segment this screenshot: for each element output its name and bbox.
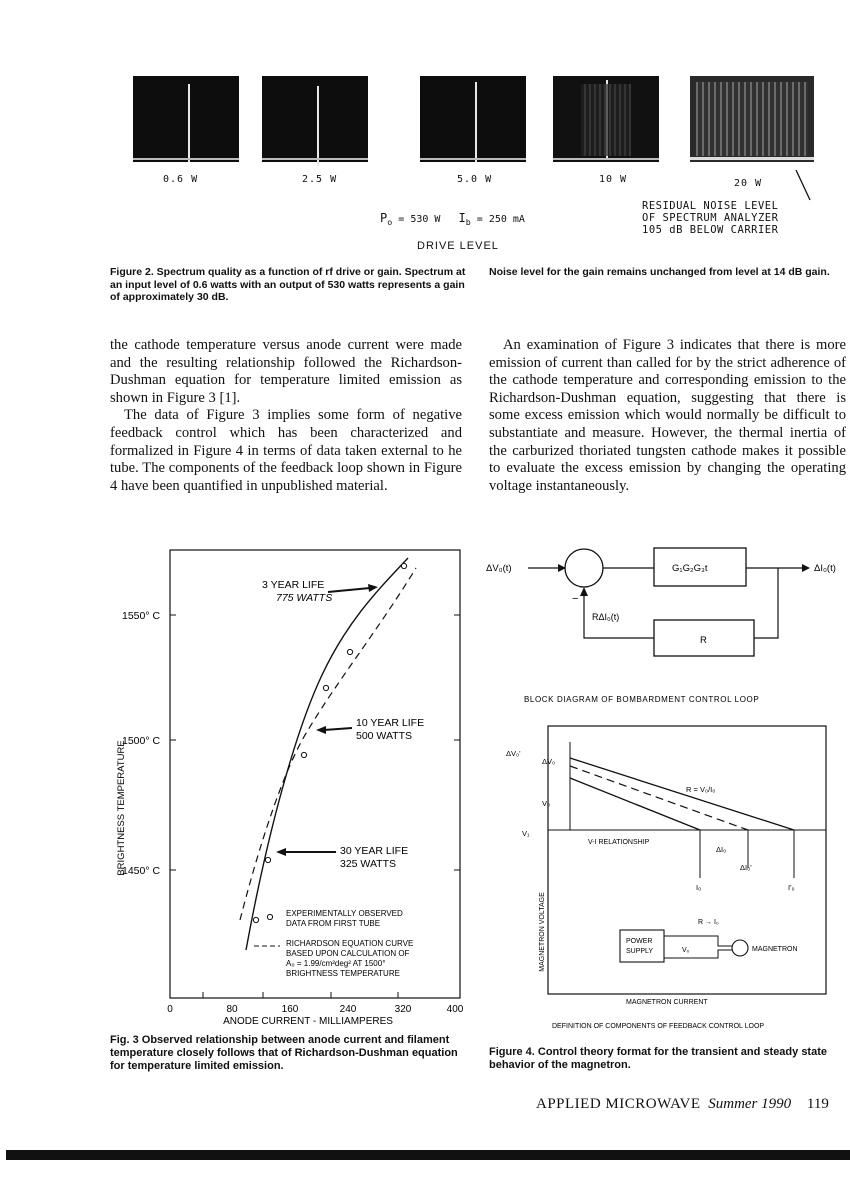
ib-symbol: I [458, 211, 466, 225]
fig4-power-supply-1: POWER [626, 938, 653, 945]
figure3-legend-rich-2: BASED UPON CALCULATION OF [286, 949, 410, 958]
figure3-xtick-320: 320 [394, 1004, 412, 1015]
figure3-ann-3yr-arrowhead [368, 584, 378, 592]
fig4-feedback-arrowhead [580, 587, 588, 596]
figure3-ytick-1500: 1500° C [122, 735, 161, 747]
footer-page: 119 [806, 1096, 829, 1112]
fig4-load-line-solid-1 [570, 758, 794, 830]
residual-line-3: 105 dB BELOW CARRIER [642, 224, 779, 236]
fig4-dvo-prime: ΔV₀' [506, 749, 521, 758]
figure3-ann-10yr-2: 500 WATTS [356, 730, 413, 742]
body-left-p2: The data of Figure 3 implies some form of negative feedback control which has been characterized and formalized in Figure 4 in terms of data taken external to he tube. The components of the feedback loop shown in Figure 4 have been quantified in unpublished material. [110, 407, 462, 494]
figure3-legend-rich-1: RICHARDSON EQUATION CURVE [286, 939, 414, 948]
fig4-input-label: ΔV₀(t) [486, 563, 512, 574]
footer-rule [6, 1150, 850, 1160]
figure3-chart [108, 540, 478, 1040]
footer-issue: Summer 1990 [708, 1096, 792, 1112]
fig4-dio-prime: ΔI₀' [740, 863, 752, 872]
figure3-ylabel: BRIGHTNESS TEMPERATURE [116, 740, 127, 876]
figure2-caption-left: Figure 2. Spectrum quality as a function of rf drive or gain. Spectrum at an input level of 0.6 watts with an output of 530 watts represents a gain of approximately 30 dB. [110, 266, 466, 303]
page-footer [536, 1096, 829, 1113]
body-right-column [489, 337, 846, 495]
figure3-xticks [203, 992, 398, 998]
figure3-ann-3yr-2: 775 WATTS [276, 592, 333, 604]
figure3-xlabel: ANODE CURRENT - MILLIAMPERES [223, 1016, 393, 1027]
fig4-circuit-return [664, 950, 732, 958]
figure3-frame [170, 550, 460, 998]
fig4-vi-relationship: V-I RELATIONSHIP [588, 839, 650, 846]
fig4-minus-sign: − [572, 593, 579, 605]
po-value: = 530 W [398, 214, 441, 225]
spectrum-photo-2 [262, 76, 368, 162]
fig4-def-title: DEFINITION OF COMPONENTS OF FEEDBACK CONTROL LOOP [552, 1023, 765, 1030]
fig4-circuit-wiring [664, 936, 732, 946]
drive-level-label: DRIVE LEVEL [417, 240, 499, 252]
figure3-legend-rich-4: BRIGHTNESS TEMPERATURE [286, 969, 400, 978]
fig4-load-line-dashed [570, 766, 748, 830]
spectrum-label-4: 10 W [599, 174, 628, 185]
figure3-ytick-1450: 1450° C [122, 865, 161, 877]
body-left-column [110, 337, 462, 495]
ib-value: = 250 mA [476, 214, 525, 225]
fig4-io-prime: I'₀ [788, 883, 795, 892]
fig4-vo: V₀ [542, 799, 551, 808]
spectrum-photo-5 [690, 76, 814, 162]
residual-line-1: RESIDUAL NOISE LEVEL [642, 200, 779, 212]
fig4-feedback-path [754, 568, 778, 638]
figure3-caption: Fig. 3 Observed relationship between anode current and filament temperature closely follows that of Richardson-Dushman equation for temperature limited emission. [110, 1034, 458, 1072]
footer-journal: APPLIED MICROWAVE [536, 1096, 701, 1112]
spectrum-photo-1 [133, 76, 239, 162]
residual-noise-note [642, 200, 778, 236]
operating-params [380, 211, 525, 227]
spectrum-photo-4 [553, 76, 659, 162]
fig4-dio: ΔI₀ [716, 845, 727, 854]
fig4-magnetron-symbol [732, 940, 748, 956]
figure3-legend-rich-3: A₀ = 1.99/cm²deg² AT 1500° [286, 959, 386, 968]
figure3-xtick-80: 80 [226, 1004, 238, 1015]
fig4-magnetron-label: MAGNETRON [752, 946, 798, 953]
figure3-ann-30yr-arrowhead [276, 848, 286, 856]
figure3-xtick-400: 400 [446, 1004, 464, 1015]
body-left-p1: the cathode temperature versus anode current were made and the resulting relationship followed the Richardson-Dushman equation for temperature limited emission as shown in Figure 3 [1]. [110, 337, 462, 406]
residual-line-2: OF SPECTRUM ANALYZER [642, 212, 779, 224]
fig4-mag-voltage: MAGNETRON VOLTAGE [539, 892, 546, 972]
figure4-block-diagram [486, 540, 848, 710]
fig4-dvo: ΔV₀ [542, 757, 556, 766]
figure4-definition-diagram [486, 718, 848, 1034]
fig4-feedback-block-label: R [700, 635, 707, 646]
fig4-feedback-label: RΔI₀(t) [592, 612, 620, 622]
spectrum-label-1: 0.6 W [163, 174, 199, 185]
ib-sub: b [465, 217, 471, 227]
body-right-p1: An examination of Figure 3 indicates that there is more emission of current than called for by the strict adherence of the cathode temperature and corresponding emission to the Richardson-Dushman equation, suggesting that there is some excess emission which would normally be difficult to substantiate and measure. However, the thermal inertia of the carburized thoriated tungsten cathode makes it possible to evaluate the excess emission by changing the operating voltage instantaneously. [489, 337, 846, 494]
fig4-block-title: BLOCK DIAGRAM OF BOMBARDMENT CONTROL LOOP [524, 695, 760, 704]
spectrum-label-2: 2.5 W [302, 174, 338, 185]
fig4-v1: V₁ [522, 829, 530, 838]
fig4-r-eq: R = V₀/I₀ [686, 785, 716, 794]
figure3-ann-3yr-1: 3 YEAR LIFE [262, 579, 325, 591]
figure3-yticks [170, 615, 460, 870]
fig4-r-io: R → I₀ [698, 919, 719, 926]
figure3-xtick-240: 240 [339, 1004, 357, 1015]
spectrum-photo-3 [420, 76, 526, 162]
fig4-load-line-solid-2 [570, 778, 700, 830]
figure3-ann-30yr-1: 30 YEAR LIFE [340, 845, 409, 857]
po-sub: o [387, 217, 393, 227]
figure3-legend-observed-marker [267, 914, 272, 919]
fig4-io: I₀ [696, 883, 702, 892]
spectrum-label-5: 20 W [734, 178, 763, 189]
fig4-summing-junction [565, 549, 603, 587]
figure3-ytick-1550: 1550° C [122, 610, 161, 622]
figure3-legend-obs-2: DATA FROM FIRST TUBE [286, 919, 381, 928]
spectrum-label-3: 5.0 W [457, 174, 493, 185]
fig4-power-supply-box [620, 930, 664, 962]
fig4-output-label: ΔI₀(t) [814, 563, 836, 574]
residual-pointer [790, 168, 820, 204]
fig4-mag-current: MAGNETRON CURRENT [626, 999, 708, 1006]
fig4-vo-circuit: V₀ [682, 947, 690, 954]
fig4-output-arrowhead [802, 564, 810, 572]
figure3-xtick-160: 160 [281, 1004, 299, 1015]
figure3-ann-10yr-1: 10 YEAR LIFE [356, 717, 425, 729]
figure3-ann-30yr-2: 325 WATTS [340, 858, 397, 870]
po-symbol: P [380, 211, 388, 225]
figure3-ann-3yr-arrow [328, 588, 370, 592]
figure3-legend-obs-1: EXPERIMENTALLY OBSERVED [286, 909, 403, 918]
fig4-power-supply-2: SUPPLY [626, 948, 654, 955]
figure4-caption: Figure 4. Control theory format for the transient and steady state behavior of the magnetron. [489, 1046, 827, 1071]
figure3-xtick-0: 0 [167, 1004, 173, 1015]
fig4-forward-block-label: G₁G₂G₃t [672, 563, 708, 574]
figure3-ann-10yr-arrowhead [316, 726, 326, 734]
figure2-caption-right: Noise level for the gain remains unchanged from level at 14 dB gain. [489, 266, 830, 278]
figure3-ann-10yr-arrow [324, 728, 352, 730]
